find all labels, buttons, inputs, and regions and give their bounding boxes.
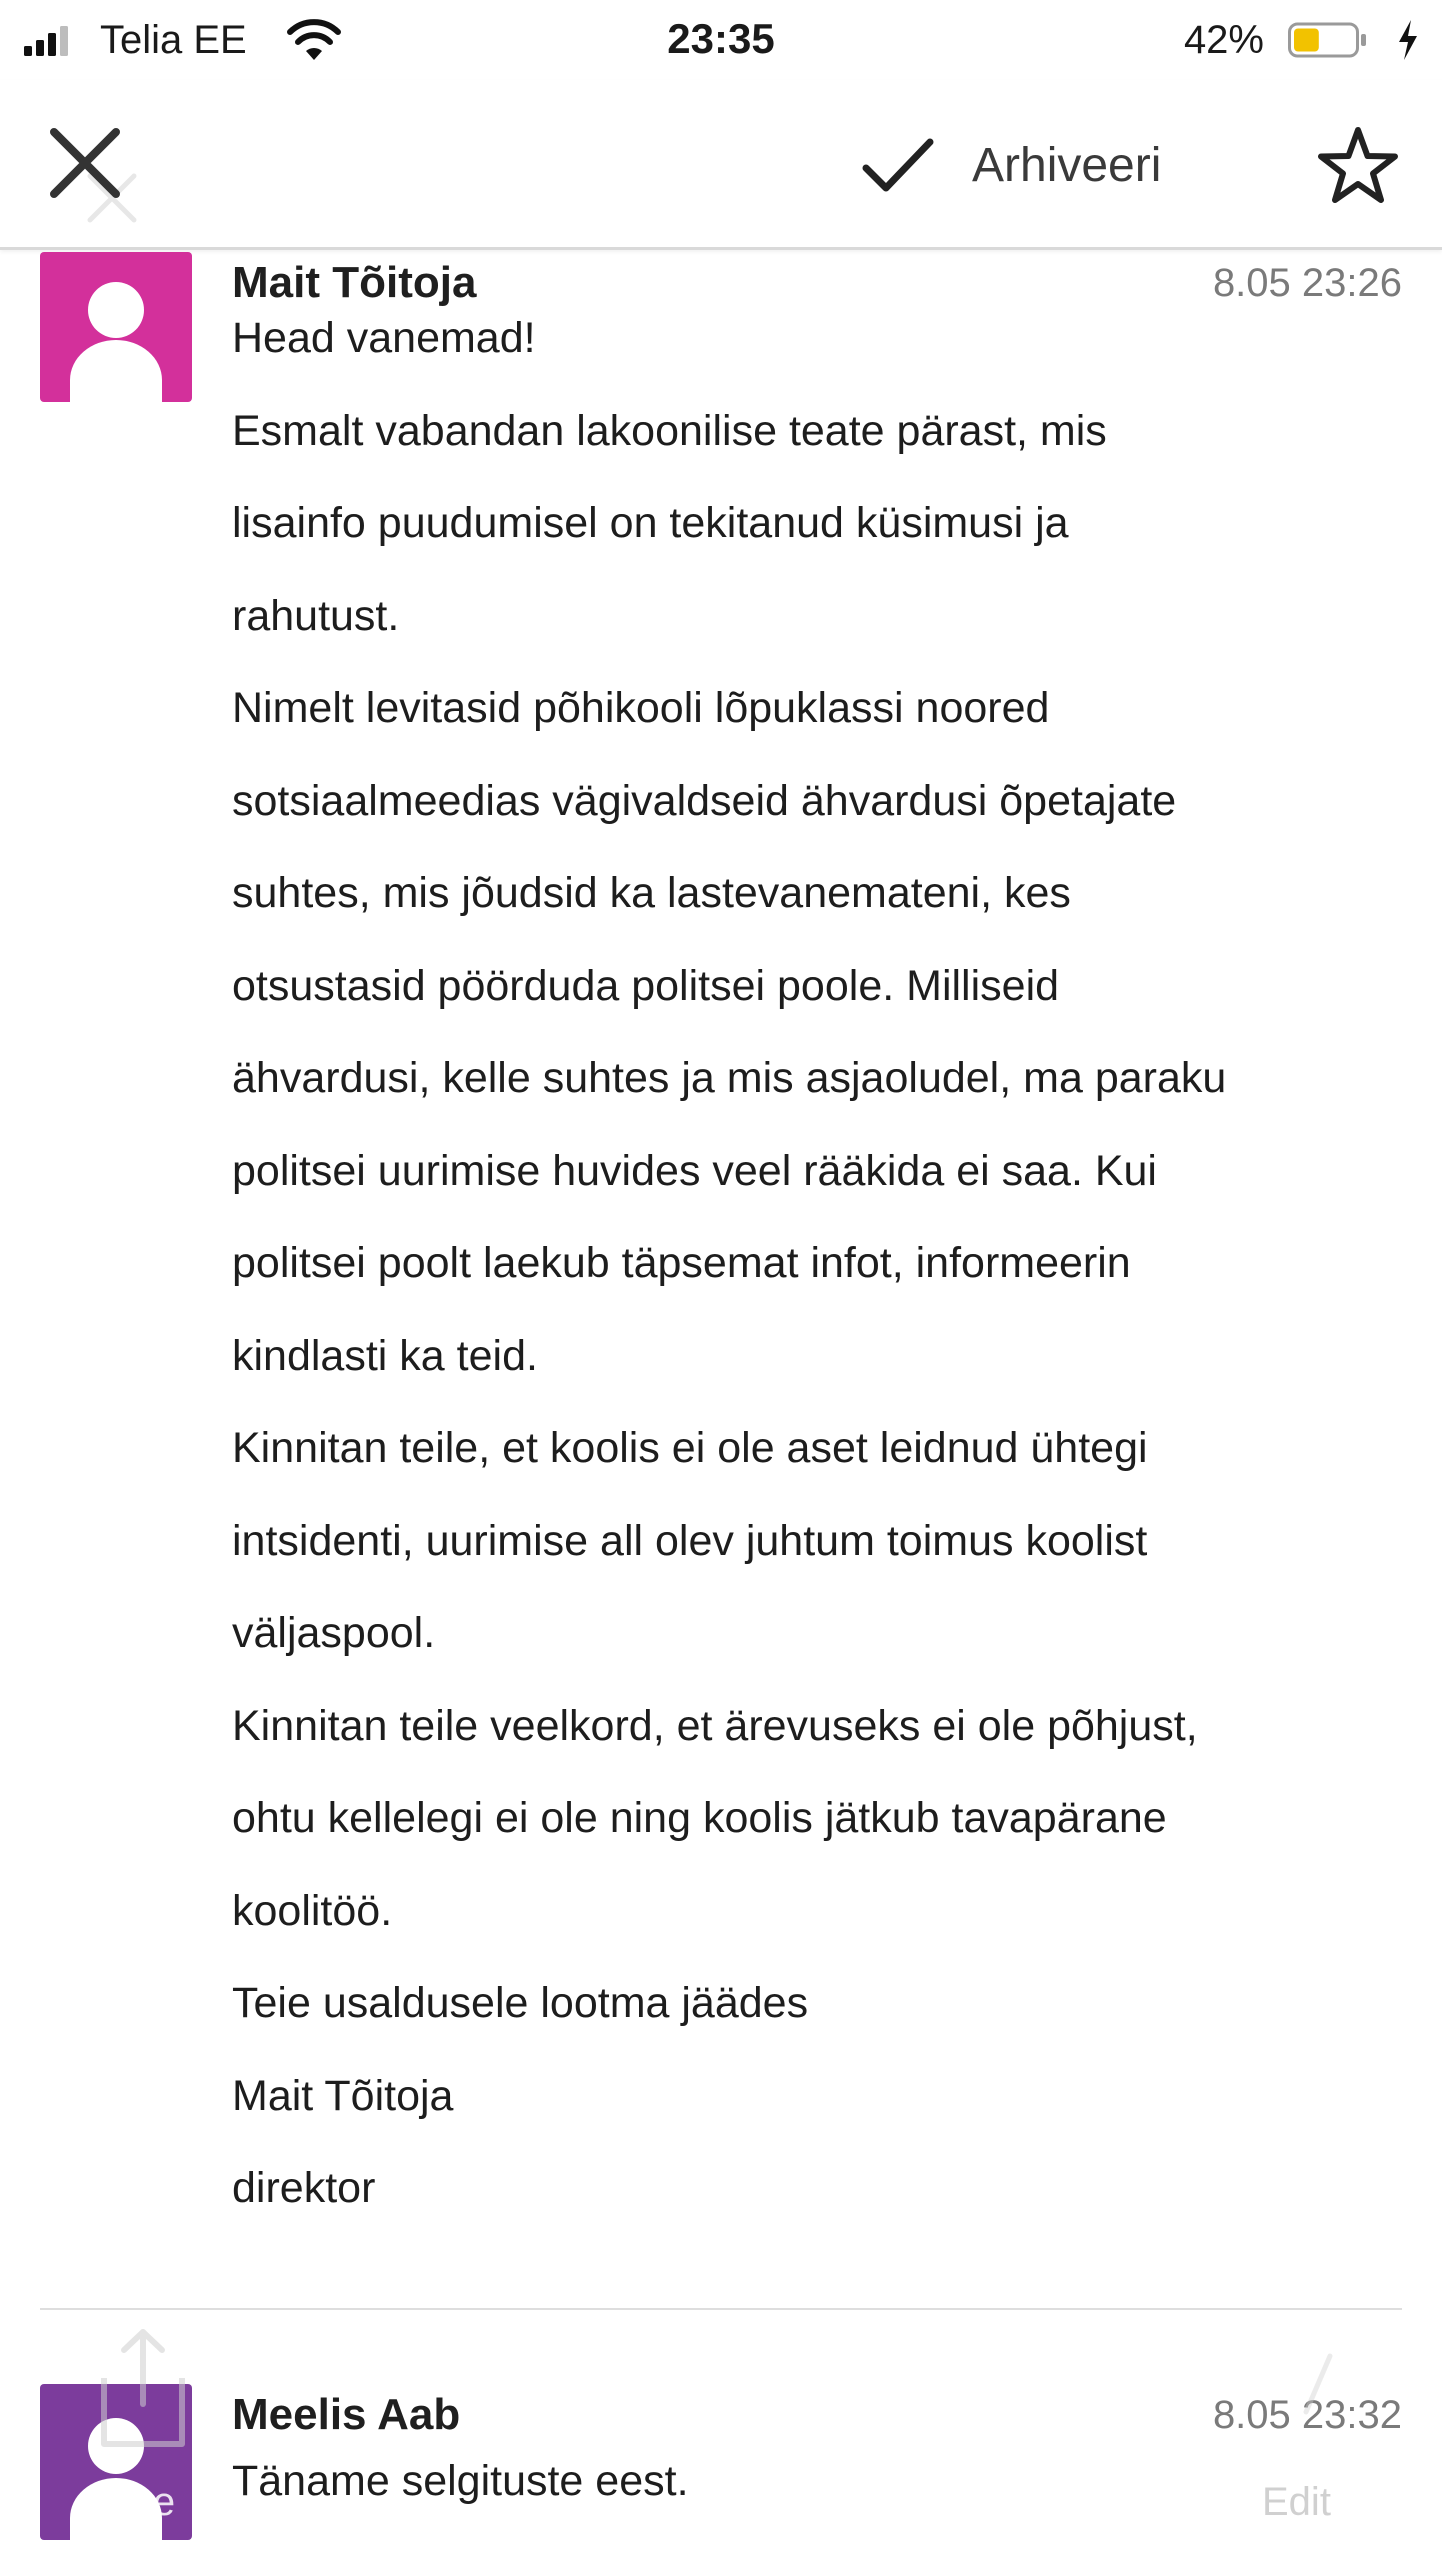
edit-icon[interactable] xyxy=(1286,2350,1346,2420)
body-line: Teie usaldusele lootma jäädes xyxy=(232,1979,809,2027)
body-line: direktor xyxy=(232,2164,376,2212)
share-icon[interactable] xyxy=(98,2326,188,2450)
body-line: suhtes, mis jõudsid ka lastevanemateni, kes xyxy=(232,869,1071,917)
battery-icon xyxy=(1288,20,1368,60)
body-line: intsidenti, uurimise all olev juhtum toimus koolist xyxy=(232,1516,1148,1565)
body-line: väljaspool. xyxy=(232,1609,436,1657)
star-outline-icon[interactable] xyxy=(1316,124,1400,208)
body-line: politsei uurimise huvides veel rääkida ei saa. Kui xyxy=(232,1146,1157,1195)
archive-button[interactable] xyxy=(860,120,1220,210)
edit-button[interactable]: Edit xyxy=(1262,2480,1331,2524)
carrier-name: Telia EE xyxy=(100,18,247,62)
body-line: Mait Tõitoja xyxy=(232,2071,454,2120)
message-body xyxy=(232,292,1412,2235)
avatar xyxy=(40,252,192,402)
status-bar xyxy=(0,0,1442,80)
body-line: Täname selgituste eest. xyxy=(232,2457,689,2505)
body-line: rahutust. xyxy=(232,591,400,640)
body-line: Esmalt vabandan lakoonilise teate pärast, mis xyxy=(232,406,1107,455)
body-line: otsustasid pöörduda politsei poole. Milliseid xyxy=(232,961,1060,1010)
message-divider xyxy=(40,2308,1402,2310)
body-line: ohtu kellelegi ei ole ning koolis jätkub tavapärane xyxy=(232,1794,1167,1842)
body-line: Kinnitan teile, et koolis ei ole aset leidnud ühtegi xyxy=(232,1424,1148,1472)
user-silhouette-icon xyxy=(40,252,192,402)
body-line: sotsiaalmeedias vägivaldseid ähvardusi õpetajate xyxy=(232,776,1177,825)
sender-name: Mait Tõitoja xyxy=(232,258,477,307)
message-body xyxy=(232,2454,1412,2508)
message-timestamp: 8.05 23:32 xyxy=(1212,2393,1402,2437)
body-line: Head vanemad! xyxy=(232,314,536,362)
body-line: Nimelt levitasid põhikooli lõpuklassi noored xyxy=(232,684,1050,732)
message-toolbar xyxy=(0,80,1442,250)
more-button[interactable]: More xyxy=(84,2480,176,2524)
sender-name: Meelis Aab xyxy=(232,2390,461,2439)
archive-label: Arhiveeri xyxy=(972,138,1162,192)
checkmark-icon xyxy=(860,134,936,196)
message-timestamp: 8.05 23:26 xyxy=(1212,261,1402,305)
body-line: lisainfo puudumisel on tekitanud küsimusi ja xyxy=(232,499,1069,547)
charging-bolt-icon xyxy=(1396,18,1420,62)
body-line: koolitöö. xyxy=(232,1886,393,1935)
body-line: politsei poolt laekub täpsemat infot, informeerin xyxy=(232,1239,1131,1287)
body-line: Kinnitan teile veelkord, et ärevuseks ei ole põhjust, xyxy=(232,1701,1198,1750)
battery-percent: 42% xyxy=(1183,18,1264,62)
close-icon[interactable] xyxy=(40,118,130,208)
body-line: ähvardusi, kelle suhtes ja mis asjaoludel, ma paraku xyxy=(232,1054,1227,1102)
clock-time: 23:35 xyxy=(667,15,775,62)
body-line: kindlasti ka teid. xyxy=(232,1331,538,1380)
